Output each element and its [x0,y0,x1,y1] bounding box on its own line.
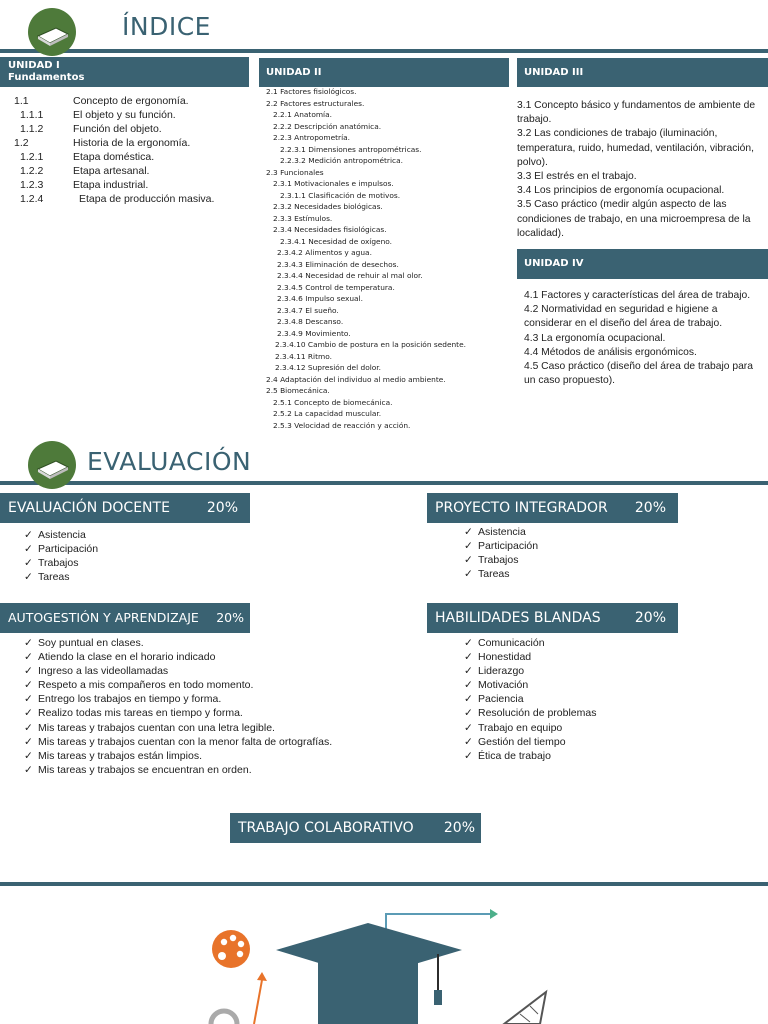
list-item: 1.1.1 El objeto y su función. [20,109,176,121]
list-item: ✓ Ingreso a las videollamadas [24,665,169,678]
collaborative-work-label: TRABAJO COLABORATIVO [238,820,414,836]
check-icon: ✓ [464,554,473,567]
unit-3-list [517,99,757,241]
check-icon: ✓ [24,543,33,556]
list-item: 2.3.4.1 Necesidad de oxígeno. [280,236,393,246]
list-item: ✓ Mis tareas y trabajos cuentan con una letra legible. [24,721,275,734]
list-item: 1.2.3 Etapa industrial. [20,179,149,191]
list-item: 4.1 Factores y características del área de trabajo. [524,290,751,301]
check-icon: ✓ [464,735,473,748]
list-item: 2.2.2 Descripción anatómica. [273,121,382,131]
list-item: 2.3.2 Necesidades biológicas. [273,202,383,211]
unit-2-title: UNIDAD II [266,67,322,78]
check-icon: ✓ [464,637,473,649]
list-item: ✓ Paciencia [464,693,524,706]
list-item: ✓ Mis tareas y trabajos se encuentran en orden. [24,763,252,776]
list-item: ✓ Participación [24,543,99,556]
check-icon: ✓ [464,540,473,553]
check-icon: ✓ [24,679,33,692]
unit-4-list [524,289,756,388]
list-item: ✓ Asistencia [464,526,526,538]
list-item: 1.1.2 Función del objeto. [20,123,162,135]
check-icon: ✓ [464,749,473,762]
list-item: 2.2 Factores estructurales. [266,98,365,108]
list-item: 2.2.3 Antropometría. [273,133,351,142]
check-icon: ✓ [464,665,473,678]
check-icon: ✓ [464,707,473,720]
list-item: 2.3.4.4 Necesidad de rehuir al mal olor. [277,271,423,280]
list-item: ✓ Trabajos [464,554,519,567]
list-item: 2.3.4.5 Control de temperatura. [277,282,395,292]
list-item: 2.3.4.6 Impulso sexual. [277,294,363,303]
list-item: 2.1 Factores fisiológicos. [266,87,357,96]
arrow-icon [254,972,267,1024]
list-item: 2.3.4.11 Ritmo. [275,351,332,361]
list-item: 2.3.4.2 Alimentos y agua. [277,248,372,257]
check-icon: ✓ [464,679,473,692]
unit-3-title: UNIDAD III [524,67,584,78]
check-icon: ✓ [464,651,473,664]
list-item: ✓ Gestión del tiempo [464,735,566,748]
list-item: ✓ Trabajo en equipo [464,721,563,734]
list-item: 2.3.4.9 Movimiento. [277,328,351,338]
check-icon: ✓ [24,557,33,570]
book-icon [28,8,76,56]
check-icon: ✓ [24,637,33,649]
list-item: ✓ Honestidad [464,651,532,664]
list-item: ✓ Respeto a mis compañeros en todo momento. [24,679,254,692]
list-item: 2.5.3 Velocidad de reacción y acción. [273,420,411,430]
check-icon: ✓ [24,721,33,734]
collaborative-work-banner [230,813,481,843]
list-item: 4.3 La ergonomía ocupacional. [524,332,666,344]
list-item: 4.4 Métodos de análisis ergonómicos. [524,346,697,358]
list-item: 2.3.4.12 Supresión del dolor. [275,363,381,372]
list-item: ✓ Soy puntual en clases. [24,637,144,649]
list-item: 1.2.4 Etapa de producción masiva. [20,193,215,205]
index-title: ÍNDICE [122,12,211,41]
self-management-percent: 20% [216,610,244,625]
unit-4-header [517,249,768,279]
integrative-project-banner [427,493,678,523]
teacher-evaluation-banner [0,493,250,523]
book-icon [28,441,76,489]
check-icon: ✓ [24,651,33,664]
list-item: ✓ Mis tareas y trabajos cuentan con la menor falta de ortografías. [24,735,333,748]
education-illustration [0,886,768,1024]
self-management-list [24,636,332,777]
list-item: ✓ Realizo todas mis tareas en tiempo y forma. [24,707,243,720]
list-item: 1.1 Concepto de ergonomía. [14,95,189,107]
list-item: 2.4 Adaptación del individuo al medio ambiente. [266,374,446,384]
list-item: ✓ Tareas [464,568,510,581]
list-item: ✓ Motivación [464,679,529,692]
list-item: ✓ Asistencia [24,529,86,541]
list-item: 3.5 Caso práctico (medir algún aspecto de las condiciones de trabajo, en una microempresa de la localidad). [517,199,751,239]
check-icon: ✓ [24,749,33,762]
list-item: 2.2.3.1 Dimensiones antropométricas. [280,144,422,154]
evaluation-title: EVALUACIÓN [87,447,252,476]
list-item: 2.3 Funcionales [266,167,324,177]
check-icon: ✓ [24,693,33,706]
check-icon: ✓ [464,568,473,581]
teacher-evaluation-label: EVALUACIÓN DOCENTE [8,500,170,516]
check-icon: ✓ [24,665,33,678]
list-item: 3.4 Los principios de ergonomía ocupacional. [517,185,725,197]
unit-1-title: UNIDAD I [8,60,60,71]
list-item: 1.2.2 Etapa artesanal. [20,165,150,177]
list-item: ✓ Atiendo la clase en el horario indicado [24,651,216,664]
unit-2-list [266,86,466,431]
list-item: 2.3.3 Estímulos. [273,213,333,223]
list-item: ✓ Mis tareas y trabajos están limpios. [24,749,202,762]
gear-icon [211,1011,237,1024]
list-item: 2.5.1 Concepto de biomecánica. [273,397,393,407]
unit-4-title: UNIDAD IV [524,258,584,269]
check-icon: ✓ [464,693,473,706]
list-item: 2.3.4.10 Cambio de postura en la posición sedente. [275,340,466,349]
top-rule [0,49,768,53]
evaluation-rule [0,481,768,485]
soft-skills-label: HABILIDADES BLANDAS [435,610,601,626]
integrative-project-list [464,525,538,581]
teacher-evaluation-percent: 20% [206,500,238,516]
list-item: 4.5 Caso práctico (diseño del área de trabajo para un caso propuesto). [524,361,753,387]
list-item: ✓ Resolución de problemas [464,707,597,720]
check-icon: ✓ [464,526,473,538]
list-item: ✓ Comunicación [464,637,545,649]
list-item: 2.3.1.1 Clasificación de motivos. [280,190,401,200]
check-icon: ✓ [24,529,33,541]
self-management-label: AUTOGESTIÓN Y APRENDIZAJE [8,610,199,625]
soft-skills-percent: 20% [634,610,666,626]
soft-skills-list [464,636,596,763]
list-item: ✓ Entrego los trabajos en tiempo y forma. [24,693,222,706]
list-item: 2.2.1 Anatomía. [273,110,332,119]
unit-3-header [517,58,768,87]
list-item: ✓ Participación [464,540,539,553]
list-item: 3.2 Las condiciones de trabajo (iluminación, temperatura, ruido, humedad, ventilación, vibración, polvo). [517,128,754,168]
collaborative-work-percent: 20% [443,820,475,836]
list-item: 2.3.4.7 El sueño. [277,305,339,315]
unit-1-list [14,94,214,206]
triangle-ruler-icon [504,992,546,1024]
check-icon: ✓ [24,735,33,748]
list-item: ✓ Trabajos [24,557,79,570]
check-icon: ✓ [24,571,33,584]
list-item: ✓ Liderazgo [464,665,525,678]
check-icon: ✓ [24,707,33,720]
list-item: 4.2 Normatividad en seguridad e higiene a considerar en el diseño del área de trabajo. [524,304,723,330]
list-item: 2.2.3.2 Medición antropométrica. [280,156,403,165]
list-item: 2.5.2 La capacidad muscular. [273,409,382,418]
palette-icon [212,930,250,968]
check-icon: ✓ [464,721,473,734]
self-management-banner [0,603,250,633]
list-item: 2.3.4 Necesidades fisiológicas. [273,225,387,234]
list-item: 1.2 Historia de la ergonomía. [14,137,191,149]
list-item: 3.3 El estrés en el trabajo. [517,171,637,183]
list-item: 2.3.4.3 Eliminación de desechos. [277,259,399,269]
list-item: ✓ Tareas [24,571,70,584]
teacher-evaluation-list [24,528,98,584]
list-item: 1.2.1 Etapa doméstica. [20,151,155,163]
list-item: 3.1 Concepto básico y fundamentos de ambiente de trabajo. [517,100,756,126]
integrative-project-percent: 20% [634,500,666,516]
unit-2-header [259,58,509,87]
list-item: ✓ Ética de trabajo [464,749,551,762]
list-item: 2.5 Biomecánica. [266,386,330,395]
check-icon: ✓ [24,763,33,776]
list-item: 2.3.1 Motivacionales e impulsos. [273,179,394,188]
graduation-cap-icon [276,923,462,1024]
integrative-project-label: PROYECTO INTEGRADOR [435,500,608,516]
unit-1-header [0,57,249,87]
list-item: 2.3.4.8 Descanso. [277,317,344,326]
soft-skills-banner [427,603,678,633]
unit-1-subtitle: Fundamentos [8,72,85,83]
